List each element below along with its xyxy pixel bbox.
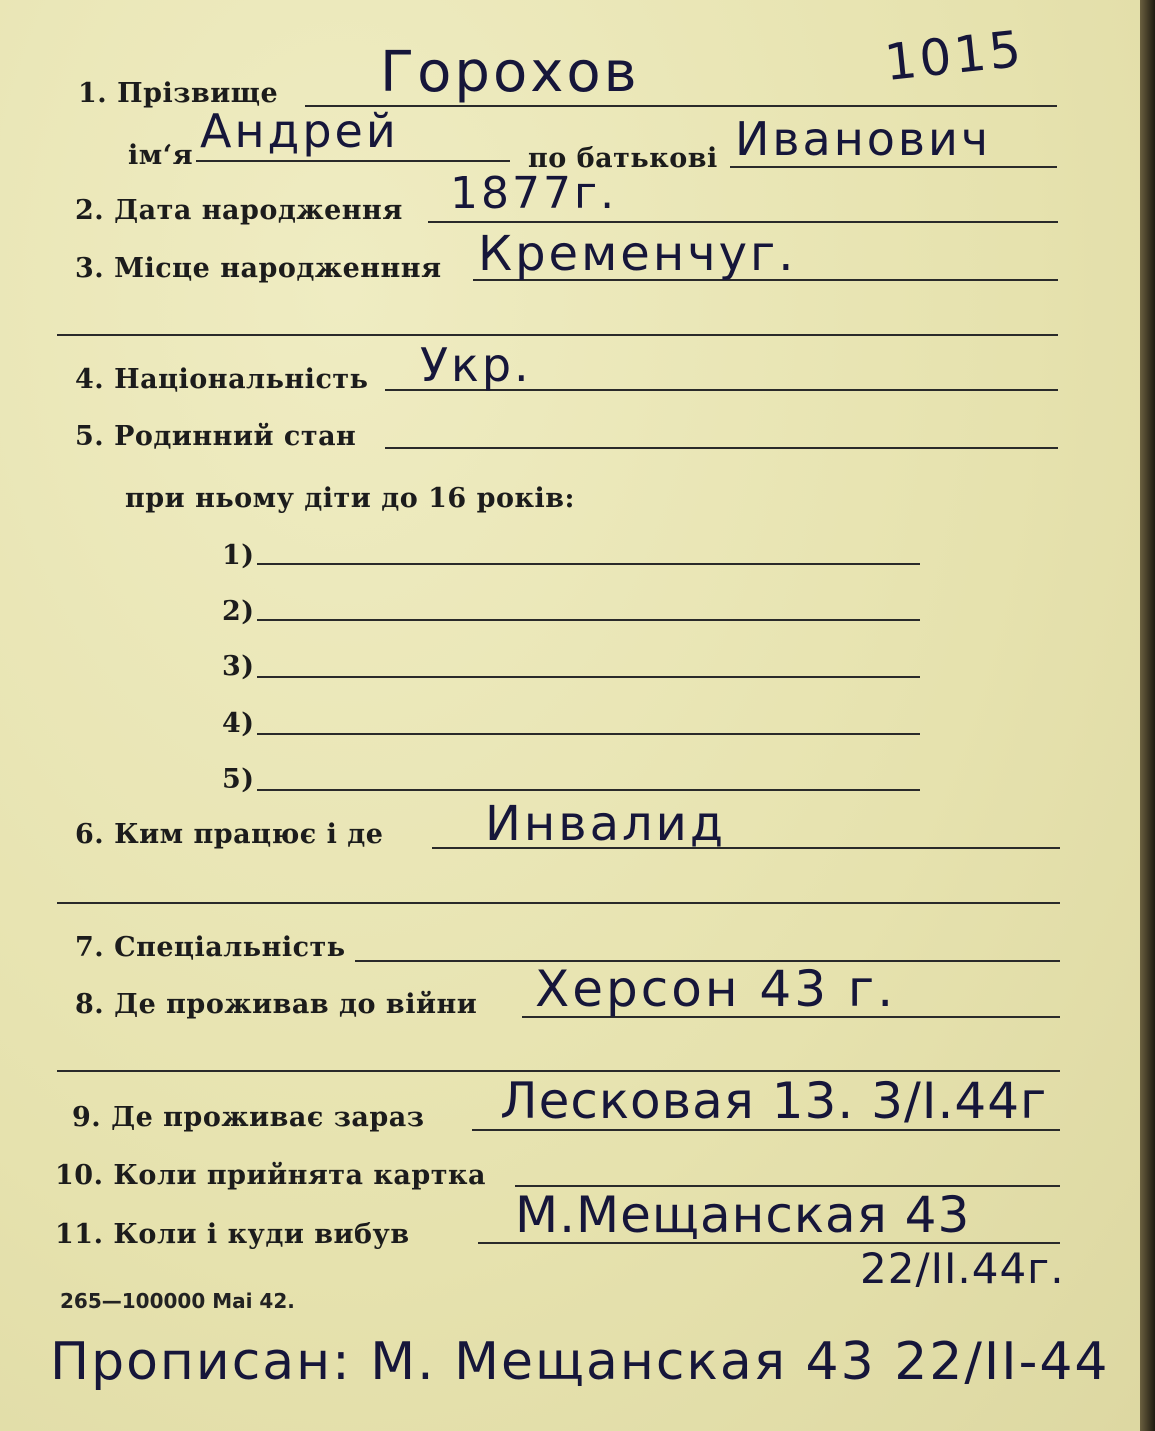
patronymic-value: Иванович <box>735 112 992 166</box>
departure-value: М.Мещанская 43 <box>515 1186 971 1244</box>
card-edge-shadow <box>1140 0 1155 1431</box>
child-5-line <box>257 789 920 791</box>
occupation-line-2 <box>57 902 1060 904</box>
nationality-label: 4. Національність <box>75 364 369 395</box>
nationality-value: Укр. <box>420 338 532 392</box>
surname-line <box>305 105 1057 107</box>
card-accepted-label: 10. Коли прийнята картка <box>55 1160 487 1191</box>
child-2-label: 2) <box>222 596 255 627</box>
occupation-value: Инвалид <box>485 796 727 852</box>
child-3-line <box>257 676 920 678</box>
child-4-line <box>257 733 920 735</box>
specialty-label: 7. Спеціальність <box>75 932 346 963</box>
prewar-residence-label: 8. Де проживав до війни <box>75 989 478 1020</box>
patronymic-label: по батькові <box>528 143 718 174</box>
child-1-label: 1) <box>222 540 255 571</box>
first-name-line <box>196 160 510 162</box>
marital-status-label: 5. Родинний стан <box>75 421 357 452</box>
departure-label: 11. Коли і куди вибув <box>55 1219 410 1250</box>
child-5-label: 5) <box>222 764 255 795</box>
child-2-line <box>257 619 920 621</box>
marital-status-line <box>385 447 1058 449</box>
children-header: при ньому діти до 16 років: <box>125 483 575 514</box>
card-number: 1015 <box>881 19 1027 92</box>
child-1-line <box>257 563 920 565</box>
child-4-label: 4) <box>222 708 255 739</box>
birth-place-line-2 <box>57 334 1058 336</box>
print-code: 265—100000 Mai 42. <box>60 1289 295 1313</box>
birth-date-line <box>428 221 1058 223</box>
prewar-residence-value: Херсон 43 г. <box>535 960 897 1018</box>
occupation-label: 6. Ким працює і де <box>75 819 384 850</box>
first-name-value: Андрей <box>200 104 399 158</box>
birth-date-value: 1877г. <box>450 168 618 219</box>
current-residence-value: Лесковая 13. 3/I.44г <box>500 1072 1048 1130</box>
birth-place-label: 3. Місце народженння <box>75 253 442 284</box>
surname-label: 1. Прізвище <box>78 78 279 109</box>
patronymic-line <box>730 166 1057 168</box>
birth-place-value: Крeменчуг. <box>478 226 797 282</box>
registration-note: Прописан: М. Мещанская 43 22/II-44 <box>50 1332 1110 1392</box>
first-name-label: ім‘я <box>128 140 194 171</box>
birth-date-label: 2. Дата народження <box>75 195 403 226</box>
departure-date-value: 22/II.44г. <box>860 1244 1065 1293</box>
child-3-label: 3) <box>222 651 255 682</box>
current-residence-label: 9. Де проживає зараз <box>72 1102 425 1133</box>
surname-value: Горохов <box>380 40 640 105</box>
